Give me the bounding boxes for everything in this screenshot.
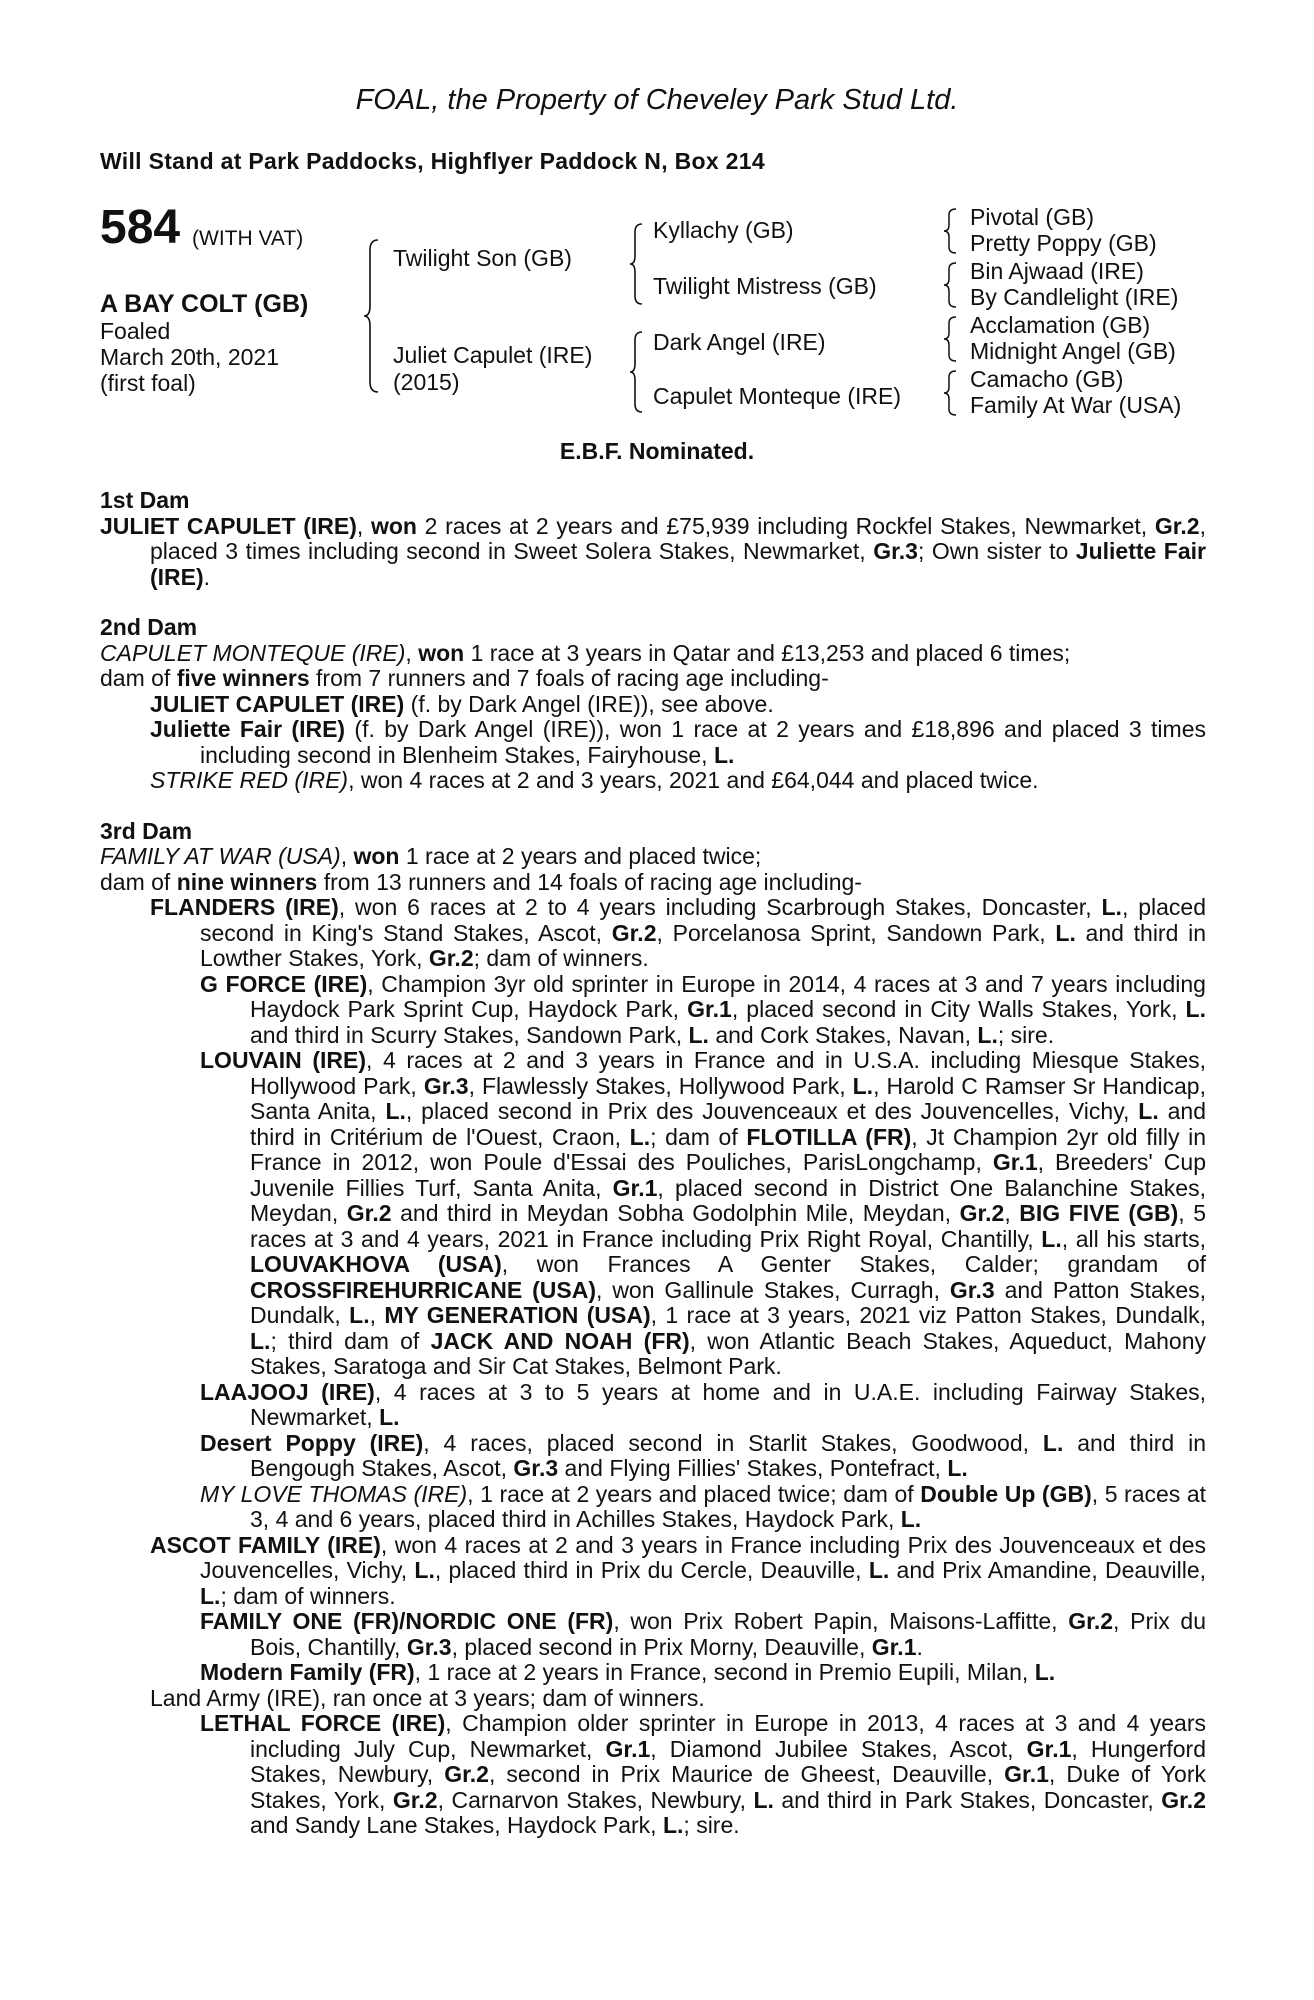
text-run: from 7 runners and 7 foals of racing age including- xyxy=(309,665,829,691)
text-run: (f. by Dark Angel (IRE)), won 1 race at 2 years and £18,896 and placed 3 times including second in Blenheim Stakes, Fairyhouse, xyxy=(200,716,1206,768)
text-run: , 4 races at 2 and 3 years in France and in U.S.A. including Miesque Stakes, Hollywood Park, xyxy=(250,1047,1207,1099)
text-run: Double Up (GB) xyxy=(920,1480,1092,1507)
text-run: Gr.2 xyxy=(346,1200,392,1226)
granddam-3: Midnight Angel (GB) xyxy=(970,338,1176,364)
text-run: L. xyxy=(379,1404,400,1430)
text-run: L. xyxy=(868,1557,890,1583)
text-run: L. xyxy=(1138,1098,1159,1124)
text-run: FAMILY AT WAR (USA) xyxy=(100,843,341,869)
text-run: , placed second in King's Stand Stakes, Ascot, xyxy=(200,894,1206,946)
text-run: and Flying Fillies' Stakes, Pontefract, xyxy=(558,1455,948,1481)
text-run: Gr.1 xyxy=(605,1735,651,1762)
produce-entry xyxy=(100,1660,1206,1686)
text-run: Gr.2 xyxy=(1068,1608,1114,1634)
foal-note: (first foal) xyxy=(100,370,196,396)
dam: Juliet Capulet (IRE) xyxy=(393,342,593,368)
text-run: L. xyxy=(713,741,735,768)
text-run: , 1 race at 3 years, 2021 viz Patton Stakes, Dundalk, xyxy=(650,1302,1206,1328)
g-brace-1 xyxy=(944,208,960,254)
dam-record-line xyxy=(100,870,1206,896)
text-run: Gr.3 xyxy=(423,1072,469,1099)
text-run: , 4 races, placed second in Starlit Stakes, Goodwood, xyxy=(423,1429,1043,1456)
text-run: (f. by Dark Angel (IRE)), see above. xyxy=(404,690,774,717)
text-run: ; dam of winners. xyxy=(473,945,649,971)
g-brace-3 xyxy=(944,316,960,362)
sire-sire: Kyllachy (GB) xyxy=(653,217,794,243)
text-run: , won Frances A Genter Stakes, Calder; grandam of xyxy=(501,1251,1207,1277)
text-run: 1 race at 3 years in Qatar and £13,253 and placed 6 times; xyxy=(464,639,1071,666)
granddam-2: By Candlelight (IRE) xyxy=(970,284,1179,310)
grandsire-3: Acclamation (GB) xyxy=(970,312,1151,338)
text-run: MY GENERATION (USA) xyxy=(384,1302,651,1328)
g-brace-4 xyxy=(944,370,960,416)
text-run: and Cork Stakes, Navan, xyxy=(708,1021,978,1048)
text-run: Desert Poppy (IRE) xyxy=(200,1429,424,1456)
text-run: BIG FIVE (GB) xyxy=(1019,1200,1179,1226)
text-run: and third in Meydan Sobha Godolphin Mile, Meydan, xyxy=(391,1200,960,1226)
granddam-4: Family At War (USA) xyxy=(970,392,1182,418)
text-run: . xyxy=(203,563,211,590)
text-run: , won 4 races at 2 and 3 years, 2021 and £64,044 and placed twice. xyxy=(348,767,1039,793)
text-run: L. xyxy=(977,1021,998,1048)
text-run: Gr.2 xyxy=(428,945,474,971)
text-run: , xyxy=(1004,1200,1020,1226)
text-run: , 5 races at 3 and 4 years, 2021 in France including Prix Right Royal, Chantilly, xyxy=(250,1200,1206,1252)
text-run: won xyxy=(418,639,465,666)
text-run: Gr.3 xyxy=(949,1276,995,1303)
lot-number: 584 xyxy=(100,201,181,254)
text-run: Gr.3 xyxy=(513,1455,559,1481)
text-run: nine winners xyxy=(176,868,318,895)
text-run: L. xyxy=(1101,894,1122,920)
text-run: and third in Lowther Stakes, York, xyxy=(200,919,1206,971)
text-run: L. xyxy=(349,1302,370,1328)
text-run: . xyxy=(916,1633,923,1660)
text-run: Gr.1 xyxy=(1026,1735,1072,1762)
grandsire-1: Pivotal (GB) xyxy=(970,204,1094,230)
text-run: Gr.2 xyxy=(444,1761,489,1787)
produce-entry xyxy=(100,1609,1206,1660)
text-run: ASCOT FAMILY (IRE) xyxy=(150,1531,381,1558)
text-run: , all his starts, xyxy=(1061,1225,1206,1252)
text-run: STRIKE RED (IRE) xyxy=(150,767,349,793)
text-run: , second in Prix Maurice de Gheest, Deauville, xyxy=(488,1761,1005,1787)
text-run: , won Atlantic Beach Stakes, Aqueduct, Mahony Stakes, Saratoga and Sir Cat Stakes, Belmont Park. xyxy=(250,1327,1206,1379)
text-run: , Flawlessly Stakes, Hollywood Park, xyxy=(468,1072,853,1099)
text-run: L. xyxy=(1041,1225,1062,1252)
text-run: , placed 3 times including second in Sweet Solera Stakes, Newmarket, xyxy=(150,512,1206,564)
text-run: L. xyxy=(1034,1659,1056,1685)
produce-entry xyxy=(100,692,1206,718)
text-run: , Breeders' Cup Juvenile Fillies Turf, Santa Anita, xyxy=(250,1149,1206,1201)
text-run: LAAJOOJ (IRE) xyxy=(200,1378,375,1405)
text-run: , 4 races at 3 to 5 years at home and in U.A.E. including Fairway Stakes, Newmarket, xyxy=(250,1378,1207,1430)
text-run: JULIET CAPULET (IRE) xyxy=(150,690,405,717)
text-run: five winners xyxy=(176,665,310,691)
sire-dam: Twilight Mistress (GB) xyxy=(653,273,877,299)
text-run: MY LOVE THOMAS (IRE) xyxy=(200,1480,468,1507)
text-run: Modern Family (FR) xyxy=(200,1659,415,1685)
produce-entry xyxy=(100,895,1206,972)
produce-entry xyxy=(100,1711,1206,1839)
grandsire-2: Bin Ajwaad (IRE) xyxy=(970,258,1144,284)
text-run: won xyxy=(353,843,400,869)
text-run: 1 race at 2 years and placed twice; xyxy=(399,843,762,869)
text-run: , placed third in Prix du Cercle, Deauville, xyxy=(434,1557,869,1583)
sire-dam-brace xyxy=(364,238,384,394)
text-run: dam of xyxy=(100,665,177,691)
text-run: , xyxy=(340,843,354,869)
text-run: L. xyxy=(1042,1429,1064,1456)
granddam-1: Pretty Poppy (GB) xyxy=(970,230,1157,256)
text-run: , placed second in City Walls Stakes, York, xyxy=(731,996,1186,1022)
text-run: and third in Bengough Stakes, Ascot, xyxy=(250,1429,1206,1481)
first-dam-entry xyxy=(100,514,1206,591)
text-run: , won Prix Robert Papin, Maisons-Laffitte, xyxy=(613,1608,1069,1634)
dam-dam: Capulet Monteque (IRE) xyxy=(653,383,902,409)
text-run: , Harold C Ramser Sr Handicap, Santa Anita, xyxy=(250,1072,1206,1124)
text-run: Juliette Fair (IRE) xyxy=(150,716,346,742)
first-dam-section xyxy=(100,514,1206,591)
sire: Twilight Son (GB) xyxy=(393,245,572,271)
text-run: L. xyxy=(947,1455,968,1481)
ebf-nomination: E.B.F. Nominated. xyxy=(559,438,755,464)
g-brace-2 xyxy=(944,262,960,308)
text-run: , Carnarvon Stakes, Newbury, xyxy=(437,1786,754,1813)
text-run: , Porcelanosa Sprint, Sandown Park, xyxy=(656,919,1056,946)
text-run: L. xyxy=(250,1327,271,1354)
dam-sire: Dark Angel (IRE) xyxy=(653,329,826,355)
text-run: and Sandy Lane Stakes, Haydock Park, xyxy=(250,1812,663,1838)
dam-year: (2015) xyxy=(393,369,460,395)
produce-entry xyxy=(100,972,1206,1049)
produce-entry xyxy=(100,1686,1206,1712)
dam-parents-brace xyxy=(630,330,646,414)
text-run: , Prix du Bois, Chantilly, xyxy=(250,1608,1206,1660)
text-run: won xyxy=(370,512,417,539)
text-run: CROSSFIREHURRICANE (USA) xyxy=(250,1276,596,1303)
text-run: , Hungerford Stakes, Newbury, xyxy=(250,1735,1206,1787)
text-run: Gr.1 xyxy=(612,1174,658,1201)
text-run: CAPULET MONTEQUE (IRE) xyxy=(100,639,406,666)
vat-note: (WITH VAT) xyxy=(192,227,304,250)
foaled-label: Foaled xyxy=(100,318,171,344)
text-run: Gr.2 xyxy=(1161,1786,1206,1813)
text-run: Gr.1 xyxy=(871,1633,917,1660)
text-run: , 1 race at 2 years and placed twice; dam of xyxy=(467,1480,921,1507)
text-run: Land Army (IRE), ran once at 3 years; dam of winners. xyxy=(150,1684,705,1711)
text-run: ; sire. xyxy=(683,1812,740,1838)
text-run: from 13 runners and 14 foals of racing age including- xyxy=(317,868,862,895)
text-run: L. xyxy=(414,1557,435,1583)
text-run: ; third dam of xyxy=(270,1327,431,1354)
text-run: dam of xyxy=(100,868,177,895)
text-run: L. xyxy=(852,1072,874,1099)
produce-entry xyxy=(100,717,1206,768)
text-run: LETHAL FORCE (IRE) xyxy=(200,1710,446,1736)
produce-entry xyxy=(100,1482,1206,1533)
text-run: FAMILY ONE (FR)/NORDIC ONE (FR) xyxy=(200,1608,614,1634)
produce-entry xyxy=(100,1380,1206,1431)
text-run: Gr.1 xyxy=(992,1149,1038,1175)
first-dam-heading: 1st Dam xyxy=(100,487,190,513)
third-dam-produce xyxy=(100,895,1206,1839)
text-run: L. xyxy=(753,1786,774,1813)
text-run: , Diamond Jubilee Stakes, Ascot, xyxy=(650,1735,1027,1762)
second-dam-produce xyxy=(100,692,1206,794)
text-run: , xyxy=(369,1302,385,1328)
text-run: Gr.2 xyxy=(392,1786,438,1813)
text-run: , won 4 races at 2 and 3 years in France including Prix des Jouvenceaux et des Jouvencelles, Vichy, xyxy=(200,1531,1206,1583)
pedigree-notes xyxy=(100,488,1206,1839)
text-run: L. xyxy=(1055,919,1076,946)
text-run: and Prix Amandine, Deauville, xyxy=(889,1557,1207,1583)
stand-location: Will Stand at Park Paddocks, Highflyer Paddock N, Box 214 xyxy=(100,148,765,174)
text-run: and third in Critérium de l'Ouest, Craon, xyxy=(250,1098,1206,1150)
second-dam-heading: 2nd Dam xyxy=(100,614,198,640)
text-run: L. xyxy=(629,1123,651,1150)
text-run: , placed second in District One Balanchine Stakes, Meydan, xyxy=(250,1174,1206,1226)
text-run: Gr.2 xyxy=(959,1200,1005,1226)
text-run: Gr.1 xyxy=(687,996,732,1022)
second-dam-intro xyxy=(100,641,1206,692)
text-run: L. xyxy=(200,1582,221,1609)
text-run: JACK AND NOAH (FR) xyxy=(430,1327,690,1354)
text-run: Gr.1 xyxy=(1004,1761,1049,1787)
produce-entry xyxy=(100,1431,1206,1482)
text-run: , Jt Champion 2yr old filly in France in 2012, won Poule d'Essai des Pouliches, ParisLongchamp, xyxy=(250,1123,1206,1175)
produce-entry xyxy=(100,1048,1206,1380)
lot-description: A BAY COLT (GB) xyxy=(100,290,309,318)
text-run: , Duke of York Stakes, York, xyxy=(250,1761,1207,1813)
text-run: Juliette Fair (IRE) xyxy=(150,538,1206,590)
text-run: ; Own sister to xyxy=(917,538,1076,564)
text-run: LOUVAIN (IRE) xyxy=(200,1047,367,1073)
text-run: , xyxy=(356,512,371,539)
third-dam-intro xyxy=(100,844,1206,895)
text-run: L. xyxy=(385,1098,406,1124)
text-run: , Champion 3yr old sprinter in Europe in 2014, 4 races at 3 and 7 years including Haydock Park Sprint Cup, Haydock Park, xyxy=(250,970,1206,1022)
text-run: , 1 race at 2 years in France, second in Premio Eupili, Milan, xyxy=(414,1659,1035,1685)
text-run: , placed second in Prix Morny, Deauville, xyxy=(451,1633,872,1660)
text-run: 2 races at 2 years and £75,939 including Rockfel Stakes, Newmarket, xyxy=(416,512,1155,539)
text-run: JULIET CAPULET (IRE) xyxy=(100,512,357,539)
text-run: Gr.3 xyxy=(406,1633,452,1660)
text-run: , Champion older sprinter in Europe in 2013, 4 races at 3 and 4 years including July Cup, Newmarket, xyxy=(250,1710,1207,1762)
text-run: FLANDERS (IRE) xyxy=(150,894,339,920)
text-run: and third in Park Stakes, Doncaster, xyxy=(773,1786,1162,1813)
text-run: , xyxy=(405,639,419,666)
text-run: and third in Scurry Stakes, Sandown Park, xyxy=(250,1021,689,1048)
text-run: ; dam of winners. xyxy=(220,1582,396,1609)
text-run: , placed second in Prix des Jouvenceaux et des Jouvencelles, Vichy, xyxy=(405,1098,1139,1124)
text-run: L. xyxy=(662,1812,684,1838)
dam-record-line xyxy=(100,641,1206,667)
text-run: Gr.2 xyxy=(1154,512,1200,539)
catalogue-title: FOAL, the Property of Cheveley Park Stud Ltd. xyxy=(355,84,959,116)
third-dam-heading: 3rd Dam xyxy=(100,817,193,844)
grandsire-4: Camacho (GB) xyxy=(970,366,1124,392)
text-run: , won Gallinule Stakes, Curragh, xyxy=(596,1276,950,1303)
text-run: L. xyxy=(688,1021,709,1048)
text-run: , 5 races at 3, 4 and 6 years, placed third in Achilles Stakes, Haydock Park, xyxy=(250,1480,1207,1532)
text-run: G FORCE (IRE) xyxy=(200,970,368,997)
text-run: ; dam of xyxy=(650,1123,747,1150)
text-run: Gr.3 xyxy=(873,538,918,564)
text-run: L. xyxy=(900,1506,922,1532)
text-run: LOUVAKHOVA (USA) xyxy=(250,1251,502,1277)
text-run: FLOTILLA (FR) xyxy=(746,1123,912,1150)
text-run: and Patton Stakes, Dundalk, xyxy=(250,1276,1207,1328)
text-run: L. xyxy=(1185,996,1206,1022)
text-run: ; sire. xyxy=(997,1021,1055,1048)
text-run: , won 6 races at 2 to 4 years including Scarbrough Stakes, Doncaster, xyxy=(338,894,1102,920)
sire-parents-brace xyxy=(630,222,646,306)
text-run: Gr.2 xyxy=(611,919,657,946)
dam-record-line xyxy=(100,666,1206,692)
produce-entry xyxy=(100,768,1206,794)
foaled-date: March 20th, 2021 xyxy=(100,344,280,370)
produce-entry xyxy=(100,1533,1206,1610)
dam-record-line xyxy=(100,844,1206,870)
